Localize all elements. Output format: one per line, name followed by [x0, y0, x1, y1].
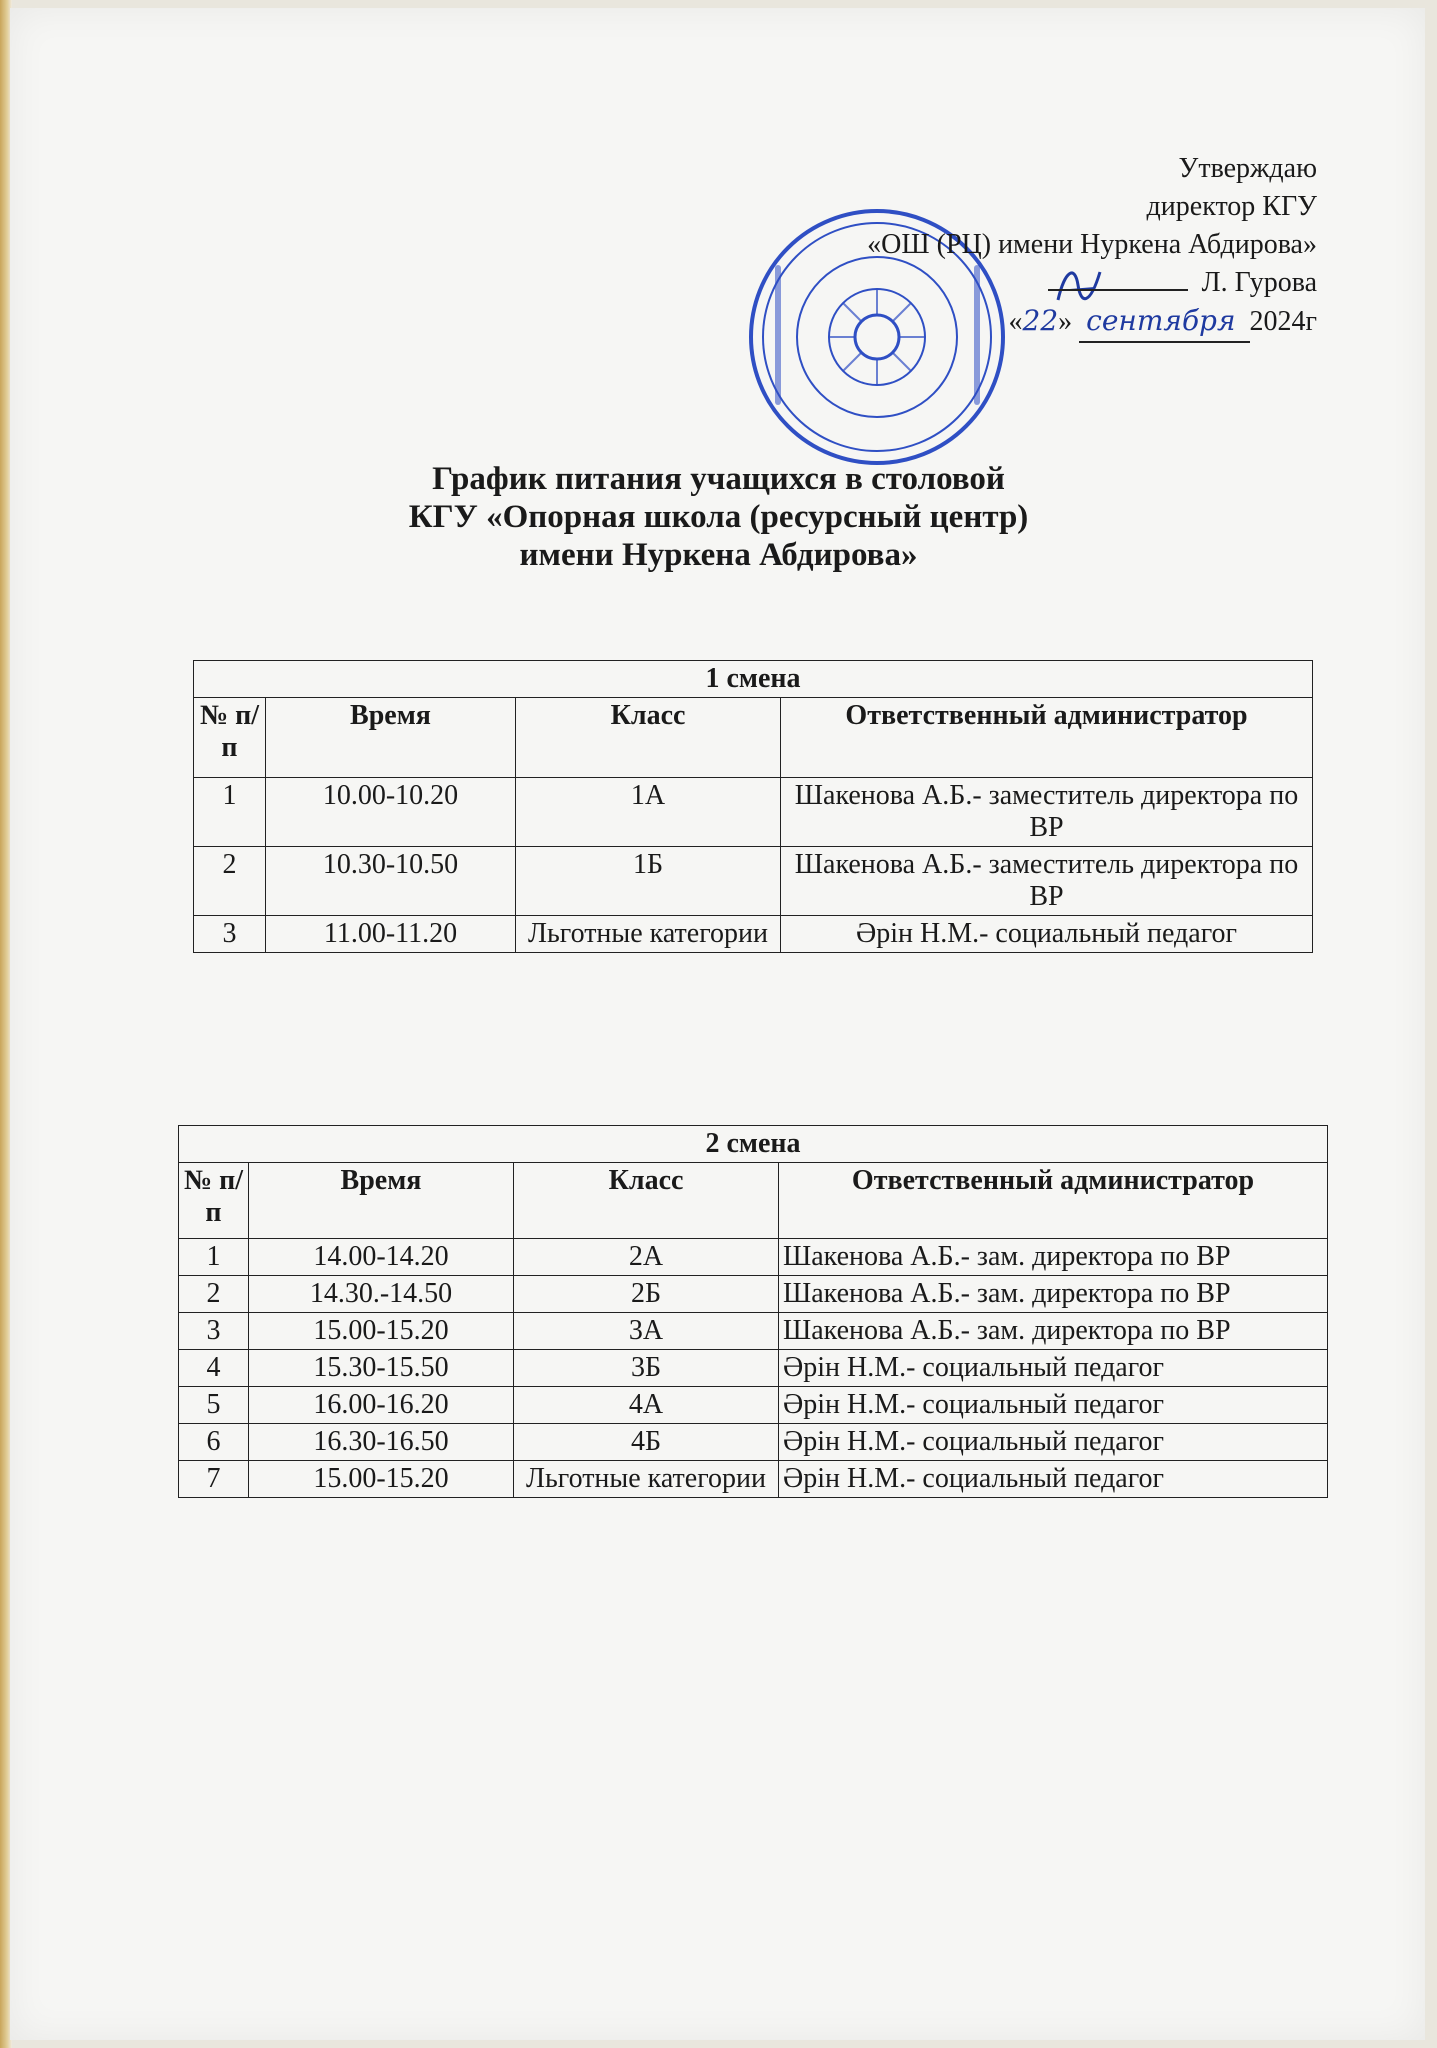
table-row: [179, 1239, 1328, 1276]
title-line-1: График питания учащихся в столовой: [432, 461, 1005, 497]
row-num: 2: [194, 847, 266, 916]
column-header-time: Время: [266, 698, 516, 778]
row-num: 3: [179, 1313, 249, 1350]
date-day: 22: [1022, 304, 1059, 337]
row-class: 1А: [516, 778, 781, 847]
approval-date: [677, 302, 1317, 343]
row-admin: Әрін Н.М.- социальный педагог: [779, 1461, 1328, 1498]
row-class: 2А: [514, 1239, 779, 1276]
column-header-admin: Ответственный администратор: [781, 698, 1313, 778]
row-time: 11.00-11.20: [266, 916, 516, 953]
row-time: 15.00-15.20: [249, 1461, 514, 1498]
shift-2-label: 2 смена: [179, 1126, 1328, 1163]
row-time: 10.30-10.50: [266, 847, 516, 916]
column-header-time: Время: [249, 1163, 514, 1239]
table-row: [179, 1350, 1328, 1387]
column-header-class: Класс: [514, 1163, 779, 1239]
date-month: сентября: [1086, 304, 1236, 337]
shift-2-table: [178, 1125, 1328, 1498]
approval-organization: «ОШ (РЦ) имени Нуркена Абдирова»: [867, 229, 1317, 260]
row-admin: Әрін Н.М.- социальный педагог: [779, 1387, 1328, 1424]
row-time: 14.30.-14.50: [249, 1276, 514, 1313]
row-num: 2: [179, 1276, 249, 1313]
row-admin: Әрін Н.М.- социальный педагог: [779, 1424, 1328, 1461]
row-admin: Шакенова А.Б.- зам. директора по ВР: [779, 1313, 1328, 1350]
approval-block: [677, 150, 1317, 343]
row-num: 1: [194, 778, 266, 847]
row-class: 4Б: [514, 1424, 779, 1461]
row-num: 5: [179, 1387, 249, 1424]
date-quote-open: «: [1008, 306, 1023, 337]
row-class: 1Б: [516, 847, 781, 916]
approval-signer-line: [677, 264, 1317, 302]
row-admin: Шакенова А.Б.- зам. директора по ВР: [779, 1276, 1328, 1313]
row-admin: Әрін Н.М.- социальный педагог: [781, 916, 1313, 953]
column-header-admin: Ответственный администратор: [779, 1163, 1328, 1239]
date-year: 2024г: [1249, 306, 1317, 337]
table-row: [179, 1276, 1328, 1313]
column-header-num: № п/п: [179, 1163, 249, 1239]
row-class: 3Б: [514, 1350, 779, 1387]
row-class: 3А: [514, 1313, 779, 1350]
row-time: 14.00-14.20: [249, 1239, 514, 1276]
table-row: [194, 916, 1313, 953]
title-line-2: КГУ «Опорная школа (ресурсный центр): [408, 499, 1029, 535]
signature-line: [1048, 267, 1188, 291]
shift-1-label: 1 смена: [194, 661, 1313, 698]
date-month-line: [1079, 302, 1249, 343]
row-admin: Шакенова А.Б.- зам. директора по ВР: [779, 1239, 1328, 1276]
row-admin: Шакенова А.Б.- заместитель директора по ВР: [781, 847, 1313, 916]
table-row: [194, 847, 1313, 916]
table-row: [179, 1461, 1328, 1498]
row-num: 7: [179, 1461, 249, 1498]
row-admin: Шакенова А.Б.- заместитель директора по ВР: [781, 778, 1313, 847]
approval-position: директор КГУ: [1146, 191, 1317, 222]
row-num: 1: [179, 1239, 249, 1276]
table-row: [194, 778, 1313, 847]
title-line-3: имени Нуркена Абдирова»: [519, 537, 918, 573]
row-time: 10.00-10.20: [266, 778, 516, 847]
row-class: 2Б: [514, 1276, 779, 1313]
column-header-num: № п/п: [194, 698, 266, 778]
date-quote-close: »: [1058, 306, 1073, 337]
table-row: [179, 1387, 1328, 1424]
row-num: 3: [194, 916, 266, 953]
row-time: 16.00-16.20: [249, 1387, 514, 1424]
row-class: 4А: [514, 1387, 779, 1424]
row-num: 4: [179, 1350, 249, 1387]
row-time: 15.00-15.20: [249, 1313, 514, 1350]
row-class: Льготные категории: [516, 916, 781, 953]
row-admin: Әрін Н.М.- социальный педагог: [779, 1350, 1328, 1387]
row-time: 15.30-15.50: [249, 1350, 514, 1387]
table-row: [179, 1424, 1328, 1461]
row-class: Льготные категории: [514, 1461, 779, 1498]
row-num: 6: [179, 1424, 249, 1461]
document-title: [0, 460, 1437, 574]
table-row: [179, 1313, 1328, 1350]
column-header-class: Класс: [516, 698, 781, 778]
approval-signer: Л. Гурова: [1201, 267, 1317, 298]
row-time: 16.30-16.50: [249, 1424, 514, 1461]
approval-heading: Утверждаю: [1178, 153, 1317, 184]
shift-1-table: [193, 660, 1313, 953]
